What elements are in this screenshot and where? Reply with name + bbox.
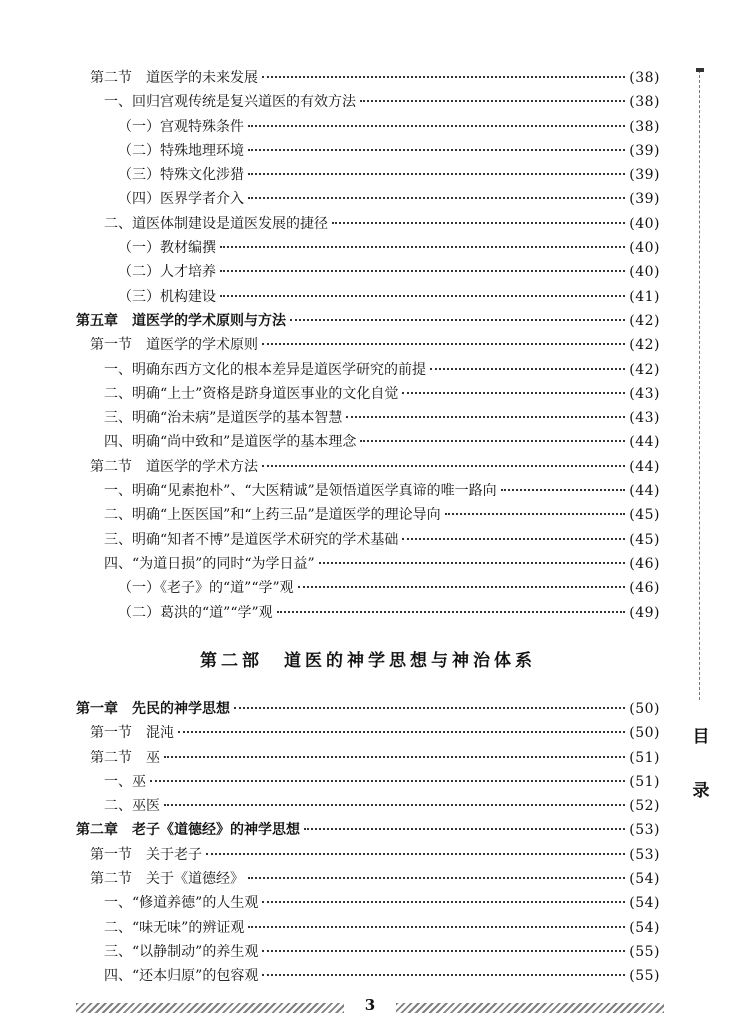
toc-entry-page: (51) xyxy=(629,773,660,790)
toc-entry-page: (39) xyxy=(629,142,660,159)
toc-entry-page: (52) xyxy=(629,798,660,815)
toc-entry-page: (50) xyxy=(629,725,660,742)
toc-entry xyxy=(76,236,660,260)
toc-leader-dots xyxy=(402,538,625,540)
toc-leader-dots xyxy=(248,125,625,127)
toc-entry xyxy=(76,528,660,552)
toc-entry xyxy=(76,721,660,745)
toc-entry xyxy=(76,309,660,333)
toc-entry-title: （三）特殊文化涉猎 xyxy=(118,167,244,184)
toc-entry-title: （一）教材编撰 xyxy=(118,240,216,257)
toc-entry-title: 一、“修道养德”的人生观 xyxy=(104,895,259,912)
toc-entry-title: 第二节 巫 xyxy=(90,749,160,766)
toc-entry-page: (44) xyxy=(629,434,660,451)
toc-leader-dots xyxy=(360,440,625,442)
toc-leader-dots xyxy=(304,828,625,830)
toc-entry-page: (44) xyxy=(629,458,660,475)
toc-leader-dots xyxy=(298,586,626,588)
toc-entry xyxy=(76,794,660,818)
toc-entry-page: (54) xyxy=(629,919,660,936)
toc-leader-dots xyxy=(234,707,625,709)
toc-leader-dots xyxy=(346,416,625,418)
toc-entry-title: 一、巫 xyxy=(104,773,146,790)
toc-entry-page: (53) xyxy=(629,822,660,839)
toc-leader-dots xyxy=(262,343,625,345)
toc-entry-title: 二、明确“上医医国”和“上药三品”是道医学的理论导向 xyxy=(104,507,441,524)
toc-entry-title: 第二章 老子《道德经》的神学思想 xyxy=(76,822,300,839)
toc-entry-page: (55) xyxy=(629,968,660,985)
toc-entry xyxy=(76,163,660,187)
toc-entry-title: 三、明确“知者不博”是道医学术研究的学术基础 xyxy=(104,531,399,548)
toc-entry-page: (40) xyxy=(629,215,660,232)
toc-entry-page: (38) xyxy=(629,94,660,111)
toc-entry-page: (42) xyxy=(629,361,660,378)
toc-entry-page: (38) xyxy=(629,70,660,86)
toc-entry-title: 第二节 关于《道德经》 xyxy=(90,871,244,888)
toc-leader-dots xyxy=(248,197,625,199)
part-title: 第二部 道医的神学思想与神治体系 xyxy=(200,651,536,671)
toc-entry xyxy=(76,139,660,163)
toc-entry-page: (41) xyxy=(629,288,660,305)
side-label-mu: 目 xyxy=(692,727,710,747)
toc-entry-page: (39) xyxy=(629,167,660,184)
toc-leader-dots xyxy=(262,465,625,467)
toc-entry-title: （一）《老子》的“道”“学”观 xyxy=(118,580,294,597)
toc-entry-title: 第一节 关于老子 xyxy=(90,846,202,863)
toc-entry-page: (51) xyxy=(629,749,660,766)
toc-entry-page: (42) xyxy=(629,337,660,354)
toc-entry xyxy=(76,430,660,454)
toc-section-1 xyxy=(76,66,660,625)
toc-leader-dots xyxy=(262,974,625,976)
toc-leader-dots xyxy=(178,731,625,733)
toc-entry-title: 第二节 道医学的未来发展 xyxy=(90,70,258,86)
toc-entry-page: (46) xyxy=(629,555,660,572)
toc-leader-dots xyxy=(248,173,625,175)
toc-entry-page: (46) xyxy=(629,580,660,597)
toc-entry-title: 二、道医体制建设是道医发展的捷径 xyxy=(104,215,328,232)
toc-entry-page: (49) xyxy=(629,604,660,621)
toc-entry xyxy=(76,382,660,406)
toc-entry xyxy=(76,406,660,430)
toc-entry xyxy=(76,115,660,139)
side-rule xyxy=(699,70,708,700)
toc-entry xyxy=(76,333,660,357)
toc-entry-title: 第一节 混沌 xyxy=(90,725,174,742)
toc-leader-dots xyxy=(332,222,625,224)
toc-entry-title: 一、明确东西方文化的根本差异是道医学研究的前提 xyxy=(104,361,426,378)
toc-entry-page: (45) xyxy=(629,531,660,548)
toc-entry xyxy=(76,964,660,988)
toc-entry xyxy=(76,479,660,503)
toc-entry xyxy=(76,867,660,891)
toc-entry xyxy=(76,455,660,479)
toc-entry-title: 二、明确“上士”资格是跻身道医事业的文化自觉 xyxy=(104,385,399,402)
toc-entry-title: 四、“还本归原”的包容观 xyxy=(104,968,259,985)
toc-entry-title: 第二节 道医学的学术方法 xyxy=(90,458,258,475)
toc-entry-page: (43) xyxy=(629,410,660,427)
toc-leader-dots xyxy=(445,513,626,515)
toc-leader-dots xyxy=(248,149,625,151)
toc-leader-dots xyxy=(501,489,626,491)
toc-leader-dots xyxy=(262,950,625,952)
toc-entry xyxy=(76,90,660,114)
toc-entry-page: (54) xyxy=(629,871,660,888)
toc-entry xyxy=(76,187,660,211)
toc-leader-dots xyxy=(430,368,625,370)
toc-entry-title: 一、明确“见素抱朴”、“大医精诚”是领悟道医学真谛的唯一路向 xyxy=(104,483,497,500)
toc-entry xyxy=(76,601,660,625)
toc-entry xyxy=(76,770,660,794)
toc-leader-dots xyxy=(290,319,625,321)
toc-entry-title: 二、“味无味”的辨证观 xyxy=(104,919,245,936)
toc-section-2 xyxy=(76,697,660,989)
toc-leader-dots xyxy=(277,611,626,613)
toc-leader-dots xyxy=(206,853,625,855)
toc-entry-page: (50) xyxy=(629,701,660,717)
toc-entry-title: 第一节 道医学的学术原则 xyxy=(90,337,258,354)
page-number: 3 xyxy=(350,996,390,1014)
toc-leader-dots xyxy=(360,100,625,102)
toc-entry xyxy=(76,940,660,964)
toc-entry-page: (40) xyxy=(629,264,660,281)
toc-entry-page: (54) xyxy=(629,895,660,912)
toc-entry-page: (45) xyxy=(629,507,660,524)
toc-leader-dots xyxy=(220,295,625,297)
side-label-lu: 录 xyxy=(692,781,710,801)
toc-entry-page: (55) xyxy=(629,943,660,960)
toc-entry xyxy=(76,552,660,576)
toc-entry xyxy=(76,697,660,721)
footer-band-left xyxy=(76,1003,344,1013)
toc-entry-title: （四）医界学者介入 xyxy=(118,191,244,208)
toc-leader-dots xyxy=(248,877,625,879)
footer-band-right xyxy=(396,1003,664,1013)
toc-leader-dots xyxy=(262,76,625,78)
toc-entry-title: 第一章 先民的神学思想 xyxy=(76,701,230,717)
toc-entry-title: （二）人才培养 xyxy=(118,264,216,281)
toc-entry xyxy=(76,503,660,527)
toc-entry xyxy=(76,358,660,382)
toc-entry-title: （二）特殊地理环境 xyxy=(118,142,244,159)
toc-entry xyxy=(76,260,660,284)
toc-leader-dots xyxy=(248,926,625,928)
toc-entry-page: (38) xyxy=(629,118,660,135)
toc-entry-title: 四、明确“尚中致和”是道医学的基本理念 xyxy=(104,434,357,451)
toc-leader-dots xyxy=(220,270,625,272)
toc-entry-title: 三、“以静制动”的养生观 xyxy=(104,943,259,960)
toc-entry xyxy=(76,212,660,236)
toc-entry xyxy=(76,66,660,90)
toc-entry-page: (40) xyxy=(629,240,660,257)
toc-entry-title: 第五章 道医学的学术原则与方法 xyxy=(76,312,286,329)
toc-entry-page: (43) xyxy=(629,385,660,402)
toc-entry-page: (39) xyxy=(629,191,660,208)
toc-entry-title: 三、明确“治未病”是道医学的基本智慧 xyxy=(104,410,343,427)
toc-leader-dots xyxy=(164,804,625,806)
toc-leader-dots xyxy=(319,562,626,564)
toc-entry xyxy=(76,746,660,770)
toc-entry xyxy=(76,818,660,842)
toc-entry-title: 四、“为道日损”的同时“为学日益” xyxy=(104,555,315,572)
toc-entry xyxy=(76,285,660,309)
toc-entry-page: (53) xyxy=(629,846,660,863)
toc-entry-title: （二）葛洪的“道”“学”观 xyxy=(118,604,273,621)
toc-entry-page: (44) xyxy=(629,483,660,500)
toc-entry-page: (42) xyxy=(629,312,660,329)
toc-entry xyxy=(76,891,660,915)
toc-leader-dots xyxy=(164,756,625,758)
toc-entry xyxy=(76,576,660,600)
toc-entry xyxy=(76,916,660,940)
toc-entry-title: 二、巫医 xyxy=(104,798,160,815)
toc-leader-dots xyxy=(402,392,625,394)
toc-leader-dots xyxy=(262,901,625,903)
toc-leader-dots xyxy=(220,246,625,248)
toc-entry-title: （三）机构建设 xyxy=(118,288,216,305)
toc-entry xyxy=(76,843,660,867)
toc-leader-dots xyxy=(150,780,625,782)
toc-entry-title: 一、回归宫观传统是复兴道医的有效方法 xyxy=(104,94,356,111)
toc-entry-title: （一）宫观特殊条件 xyxy=(118,118,244,135)
